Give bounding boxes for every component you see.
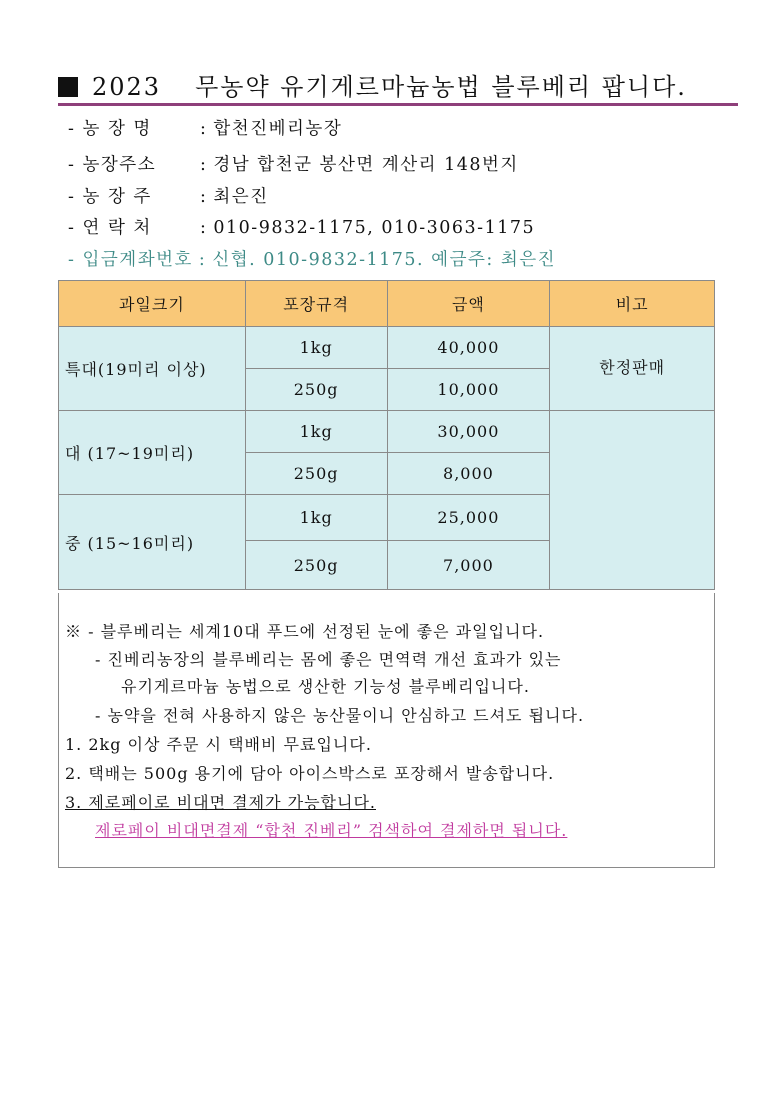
info-value: 최은진 xyxy=(213,187,269,207)
note-line: 3. 제로페이로 비대면 결제가 가능합니다. xyxy=(65,793,376,812)
notes-box xyxy=(58,593,715,868)
note-line: 1. 2kg 이상 주문 시 택배비 무료입니다. xyxy=(65,735,372,754)
info-bank-account: - 입금계좌번호 : 신협. 010-9832-1175. 예금주: 최은진 xyxy=(68,250,557,270)
size-cell: 대 (17~19미리) xyxy=(59,411,246,495)
table-header-row xyxy=(59,281,715,327)
price-cell: 7,000 xyxy=(387,541,550,590)
price-cell: 8,000 xyxy=(387,453,550,495)
black-square-icon xyxy=(58,77,78,97)
pack-cell: 250g xyxy=(245,453,387,495)
info-value: 합천진베리농장 xyxy=(213,119,343,139)
title-year: 2023 xyxy=(92,73,162,101)
info-value: 신협. 010-9832-1175. 예금주: 최은진 xyxy=(212,250,557,270)
note-line: - 진베리농장의 블루베리는 몸에 좋은 면역력 개선 효과가 있는 xyxy=(95,650,562,669)
note-line: ※ - 블루베리는 세계10대 푸드에 선정된 눈에 좋은 과일입니다. xyxy=(65,622,545,641)
price-table xyxy=(58,280,715,590)
price-cell: 40,000 xyxy=(387,327,550,369)
pack-cell: 1kg xyxy=(245,411,387,453)
price-cell: 10,000 xyxy=(387,369,550,411)
size-cell: 중 (15~16미리) xyxy=(59,495,246,590)
pack-cell: 250g xyxy=(245,541,387,590)
info-farm-owner: - 농 장 주 : 최은진 xyxy=(68,187,269,207)
title-text: 무농약 유기게르마늄농법 블루베리 팝니다. xyxy=(195,73,687,101)
info-farm-address: - 농장주소 : 경남 합천군 봉산면 계산리 148번지 xyxy=(68,155,519,175)
note-line: - 농약을 전혀 사용하지 않은 농산물이니 안심하고 드셔도 됩니다. xyxy=(95,706,585,725)
price-cell: 30,000 xyxy=(387,411,550,453)
price-cell: 25,000 xyxy=(387,495,550,541)
info-value: 010-9832-1175, 010-3063-1175 xyxy=(213,218,536,238)
info-value: 경남 합천군 봉산면 계산리 148번지 xyxy=(213,155,519,175)
zeropay-link[interactable]: 제로페이 비대면결제 “합천 진베리” 검색하여 결제하면 됩니다. xyxy=(95,821,568,840)
table-row xyxy=(59,327,715,369)
info-label: - 농장주소 xyxy=(68,155,157,175)
note-line: 유기게르마늄 농법으로 생산한 기능성 블루베리입니다. xyxy=(121,677,530,696)
pack-cell: 250g xyxy=(245,369,387,411)
info-label: - 입금계좌번호 xyxy=(68,250,193,270)
header-price: 금액 xyxy=(387,281,550,327)
header-note: 비고 xyxy=(550,281,715,327)
info-contact: - 연 락 처 : 010-9832-1175, 010-3063-1175 xyxy=(68,218,536,238)
info-farm-name: - 농 장 명 : 합천진베리농장 xyxy=(68,119,343,139)
page-title xyxy=(58,70,738,106)
header-size: 과일크기 xyxy=(59,281,246,327)
pack-cell: 1kg xyxy=(245,495,387,541)
note-cell: 한정판매 xyxy=(550,327,715,411)
note-cell-empty xyxy=(550,411,715,590)
pack-cell: 1kg xyxy=(245,327,387,369)
size-cell: 특대(19미리 이상) xyxy=(59,327,246,411)
info-label: - 농 장 주 xyxy=(68,187,152,207)
table-row xyxy=(59,411,715,453)
info-label: - 농 장 명 xyxy=(68,119,152,139)
info-label: - 연 락 처 xyxy=(68,218,152,238)
note-line: 2. 택배는 500g 용기에 담아 아이스박스로 포장해서 발송합니다. xyxy=(65,764,555,783)
header-pack: 포장규격 xyxy=(245,281,387,327)
